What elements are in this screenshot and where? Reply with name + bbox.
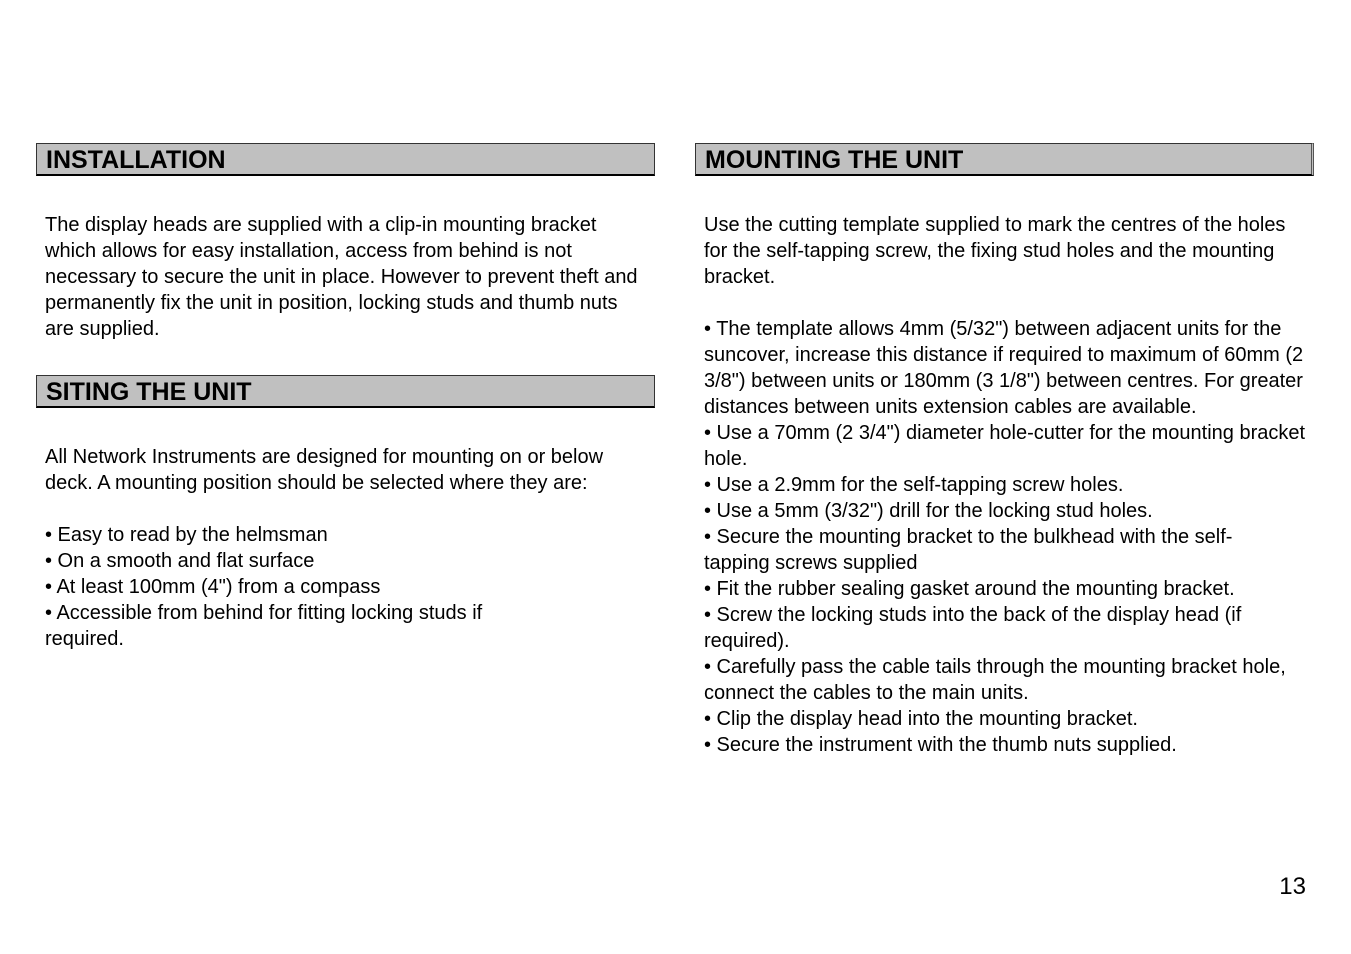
mounting-item: • Secure the instrument with the thumb nuts supplied. xyxy=(704,734,1177,756)
mounting-section xyxy=(695,212,1314,758)
siting-list xyxy=(45,522,651,652)
mounting-heading: MOUNTING THE UNIT xyxy=(695,143,1314,176)
siting-intro: All Network Instruments are designed for mounting on or below deck. A mounting position should be selected where they are: xyxy=(45,446,604,494)
mounting-item: • Clip the display head into the mounting bracket. xyxy=(704,708,1138,730)
siting-item: • Accessible from behind for fitting locking studs if required. xyxy=(45,602,483,650)
siting-item: • At least 100mm (4") from a compass xyxy=(45,576,381,598)
page-number: 13 xyxy=(1279,873,1306,900)
mounting-item: • The template allows 4mm (5/32") between adjacent units for the suncover, increase this distance if required to maximum of 60mm (2 3/8") between units or 180mm (3 1/8") between centres. For greater distances between units extension cables are available. xyxy=(704,318,1304,418)
siting-item: • On a smooth and flat surface xyxy=(45,550,315,572)
installation-body: The display heads are supplied with a clip-in mounting bracket which allows for easy installation, access from behind is not necessary to secure the unit in place. However to prevent theft and permanently fix the unit in position, locking studs and thumb nuts are supplied. xyxy=(45,214,638,340)
mounting-item: • Screw the locking studs into the back of the display head (if required). xyxy=(704,604,1242,652)
siting-section xyxy=(36,444,655,652)
mounting-item: • Fit the rubber sealing gasket around the mounting bracket. xyxy=(704,578,1235,600)
mounting-item: • Use a 5mm (3/32") drill for the locking stud holes. xyxy=(704,500,1153,522)
left-column xyxy=(36,143,655,652)
installation-heading: INSTALLATION xyxy=(36,143,655,176)
installation-section xyxy=(36,212,655,342)
right-column xyxy=(695,143,1314,758)
mounting-intro: Use the cutting template supplied to mark the centres of the holes for the self-tapping screw, the fixing stud holes and the mounting bracket. xyxy=(704,214,1286,288)
mounting-item: • Carefully pass the cable tails through the mounting bracket hole, connect the cables to the main units. xyxy=(704,656,1286,704)
mounting-item: • Use a 70mm (2 3/4") diameter hole-cutter for the mounting bracket hole. xyxy=(704,422,1306,470)
mounting-item: • Secure the mounting bracket to the bulkhead with the self-tapping screws supplied xyxy=(704,526,1233,574)
siting-heading: SITING THE UNIT xyxy=(36,375,655,408)
mounting-list xyxy=(704,316,1310,758)
siting-item: • Easy to read by the helmsman xyxy=(45,524,328,546)
mounting-item: • Use a 2.9mm for the self-tapping screw holes. xyxy=(704,474,1124,496)
